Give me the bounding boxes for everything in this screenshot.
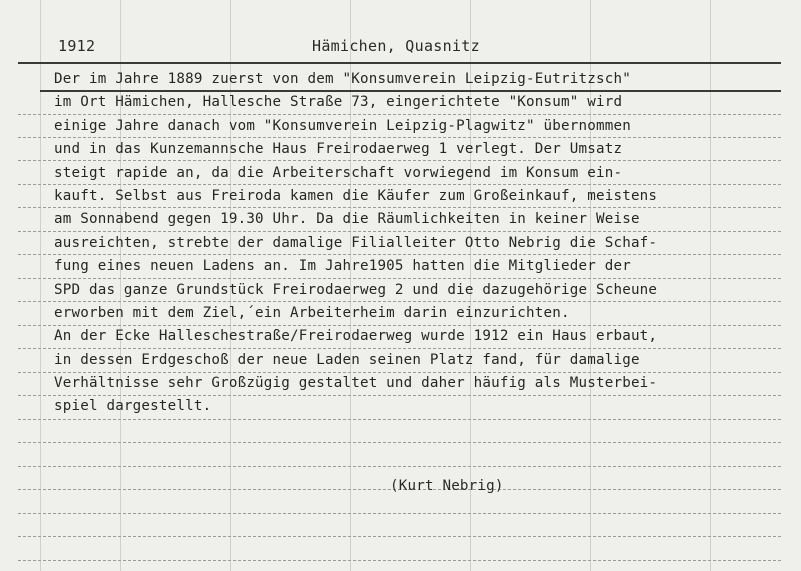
ruled-line xyxy=(18,513,781,515)
text-line: steigt rapide an, da die Arbeiterschaft vorwiegend im Konsum ein- xyxy=(54,164,623,181)
header-rule xyxy=(18,62,781,64)
text-line: SPD das ganze Grundstück Freirodaerweg 2 und die dazugehörige Scheune xyxy=(54,281,658,298)
text-line: An der Ecke Halleschestraße/Freirodaerweg wurde 1912 ein Haus erbaut, xyxy=(54,328,658,345)
text-line: und in das Kunzemannsche Haus Freirodaerweg 1 verlegt. Der Umsatz xyxy=(54,141,623,158)
ruled-line xyxy=(18,419,781,421)
text-line: im Ort Hämichen, Hallesche Straße 73, eingerichtete "Konsum" wird xyxy=(54,94,623,111)
ruled-line xyxy=(18,536,781,538)
text-line: ausreichten, strebte der damalige Filialleiter Otto Nebrig die Schaf- xyxy=(54,234,658,251)
text-line: Der im Jahre 1889 zuerst von dem "Konsumverein Leipzig-Eutritzsch" xyxy=(54,71,631,87)
text-line: einige Jahre danach vom "Konsumverein Leipzig-Plagwitz" übernommen xyxy=(54,117,631,134)
ruled-line xyxy=(18,560,781,562)
author-signature: (Kurt Nebrig) xyxy=(390,478,504,494)
text-line: fung eines neuen Ladens an. Im Jahre1905 hatten die Mitglieder der xyxy=(54,258,631,275)
header-title: Hämichen, Quasnitz xyxy=(312,37,480,55)
header-year: 1912 xyxy=(58,37,96,55)
card-grid-line xyxy=(40,0,41,571)
ruled-line xyxy=(18,466,781,468)
text-line: in dessen Erdgeschoß der neue Laden seinen Platz fand, für damalige xyxy=(54,351,640,368)
text-line: kauft. Selbst aus Freiroda kamen die Käufer zum Großeinkauf, meistens xyxy=(54,187,658,204)
text-line: spiel dargestellt. xyxy=(54,398,212,415)
text-line: am Sonnabend gegen 19.30 Uhr. Da die Räumlichkeiten in keiner Weise xyxy=(54,211,640,228)
card-header xyxy=(0,37,801,61)
text-line: Verhältnisse sehr Großzügig gestaltet und daher häufig als Musterbei- xyxy=(54,375,658,392)
card-body xyxy=(54,68,789,419)
ruled-line xyxy=(18,442,781,444)
text-line: erworben mit dem Ziel,´ein Arbeiterheim darin einzurichten. xyxy=(54,304,570,321)
